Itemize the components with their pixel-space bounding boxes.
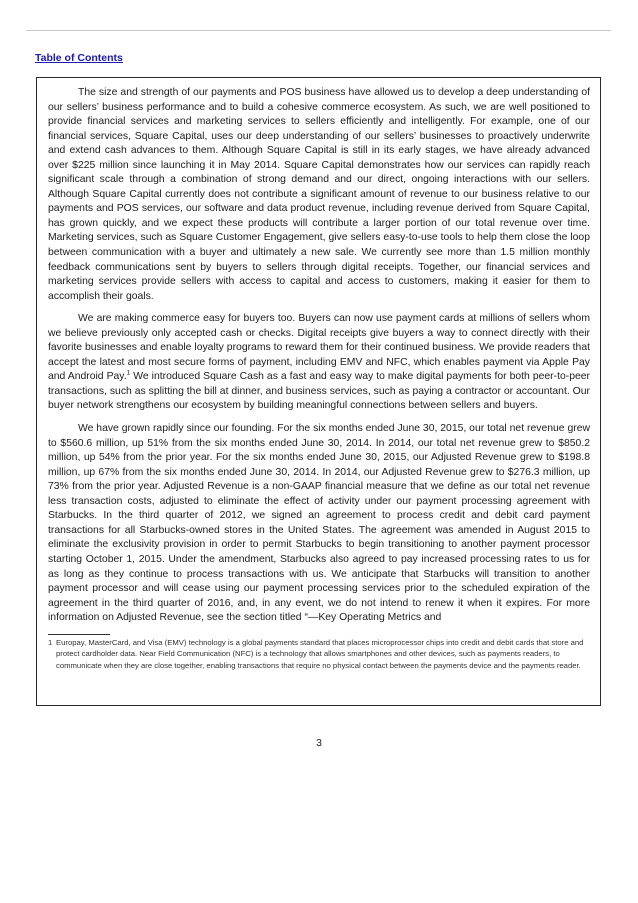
paragraph-buyers-text-end: We introduced Square Cash as a fast and easy way to make digital payments for both peer-to-peer transactions, such as splitting the bill at dinner, and business services, such as paying a contractor or accountant. Our buyer network strengthens our ecosystem by building meaningful connections between sellers and buyers. bbox=[48, 371, 590, 412]
paragraph-financial-services: The size and strength of our payments and POS business have allowed us to develop a deep understanding of our sellers’ business performance and to build a cohesive commerce ecosystem. As such, we are well positioned to provide financial services and marketing services to sellers efficiently and intelligently. For example, one of our financial services, Square Capital, uses our deep understanding of our sellers’ businesses to proactively underwrite and extend cash advances to them. Although Square Capital is still in its early stages, we have already advanced over $225 million since launching it in May 2014. Square Capital demonstrates how our services can rapidly reach significant scale through a combination of strong demand and our direct, ongoing interactions with our sellers. Although Square Capital currently does not contribute a significant amount of revenue to our business relative to our payments and POS services, our software and data product revenue, including revenue derived from Square Capital, has grown quickly, and we expect these products will contribute a larger portion of our total revenue over time. Marketing services, such as Square Customer Engagement, give sellers easy-to-use tools to help them close the loop between communication with a buyer and ultimately a new sale. We currently see more than 1.5 million monthly feedback communications sent by buyers to sellers through digital receipts. Together, our financial services and marketing services provide sellers with access to capital and access to customers, making it easier for them to accomplish their goals. bbox=[48, 87, 590, 302]
paragraph-buyers bbox=[48, 312, 590, 414]
footnote-reference[interactable]: 1 bbox=[126, 369, 131, 377]
paragraph-growth: We have grown rapidly since our founding. For the six months ended June 30, 2015, our total net revenue grew to $560.6 million, up 51% from the six months ended June 30, 2014. In 2014, our total net revenue grew to $850.2 million, up 54% from the prior year. For the six months ended June 30, 2015, our Adjusted Revenue grew to $198.8 million, up 67% from the six months ended June 30, 2014. In 2014, our Adjusted Revenue grew to $276.3 million, up 73% from the prior year. Adjusted Revenue is a non-GAAP financial measure that we define as our total net revenue less transaction costs, adjusted to eliminate the effect of activity under our payment processing agreement with Starbucks. In the third quarter of 2012, we signed an agreement to process credit and debit card payment transactions for all Starbucks-owned stores in the United States. The agreement was amended in August 2015 to eliminate the exclusivity provision in order to permit Starbucks to begin transitioning to another payment processor starting October 1, 2015. Under the amendment, Starbucks also agreed to pay increased processing rates to us for as long as they continue to process transactions with us. We anticipate that Starbucks will transition to another payment processor and will cease using our payment processing services prior to the scheduled expiration of the agreement in the third quarter of 2016, and, in any event, we do not intend to renew it when it expires. For more information on Adjusted Revenue, see the section titled “—Key Operating Metrics and bbox=[48, 423, 590, 624]
paragraph-buyers-text-start: We are making commerce easy for buyers too. Buyers can now use payment cards at millions of sellers whom we believe previously only accepted cash or checks. Digital receipts give buyers a way to connect directly with their favorite businesses and enable loyalty programs to reward them for their continued business. We provide readers that accept the latest and most secure forms of payment, including EMV and NFC, which enables payment via Apple Pay and Android Pay. bbox=[48, 313, 590, 383]
footnote-mark: 1 bbox=[48, 637, 53, 647]
footnote-text: Europay, MasterCard, and Visa (EMV) technology is a global payments standard that places microprocessor chips into credit and debit cards that store and protect cardholder data. Near Field Communication (NFC) is a technology that allows smartphones and other devices, such as payments readers, to communicate when they are close together, enabling transactions that require no physical contact between the payments device and the payments reader. bbox=[56, 637, 584, 670]
table-of-contents-link[interactable]: Table of Contents bbox=[35, 52, 123, 64]
document-content-box bbox=[36, 77, 601, 706]
page-number: 3 bbox=[316, 737, 322, 749]
footnote-divider bbox=[48, 634, 110, 635]
top-divider bbox=[26, 30, 611, 31]
footnote bbox=[48, 637, 590, 672]
